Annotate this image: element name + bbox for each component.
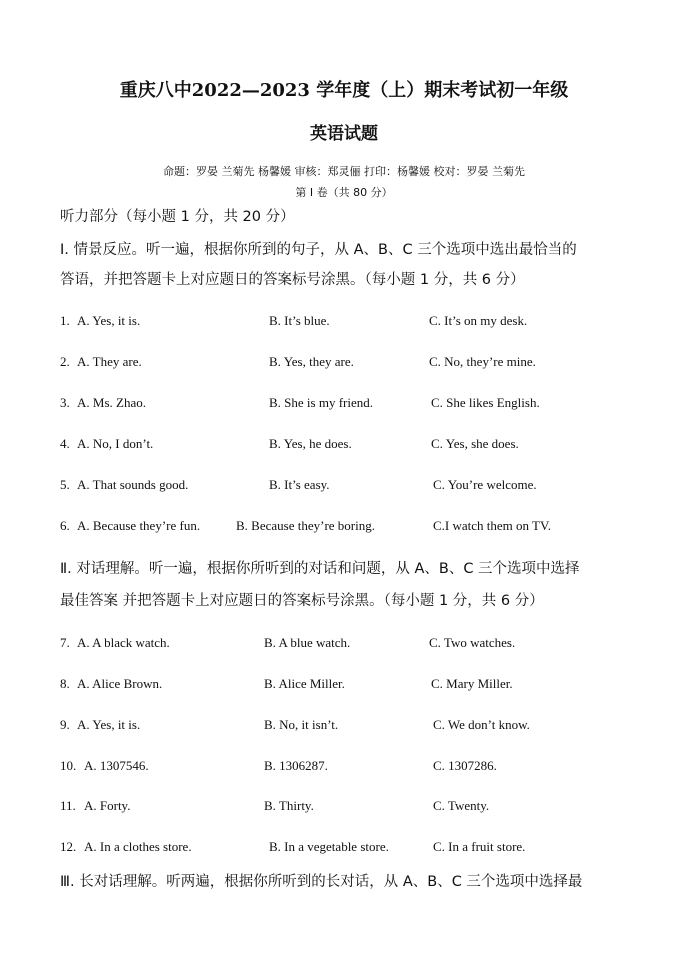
option-b: B. It’s blue. (269, 313, 330, 328)
page-subtitle: 英语试题 (310, 124, 378, 144)
option-a: A. Alice Brown. (77, 676, 163, 691)
option-a: A. In a clothes store. (84, 839, 192, 854)
option-a: A. Yes, it is. (77, 717, 141, 732)
option-c: C.I watch them on TV. (433, 518, 551, 533)
page-title: 重庆八中2022—2023 学年度（上）期末考试初一年级 (119, 80, 569, 101)
option-c: C. Yes, she does. (431, 436, 519, 451)
option-c: C. In a fruit store. (433, 839, 526, 854)
option-b: B. Because they’re boring. (236, 518, 375, 533)
option-c: C. She likes English. (431, 395, 540, 410)
option-b: B. It’s easy. (269, 477, 330, 492)
part1-instruction-line2: 答语，并把答题卡上对应题日的答案标号涂黑。（每小题 1 分，共 6 分） (60, 272, 525, 288)
option-b: B. A blue watch. (264, 635, 351, 650)
question-number: 9. (60, 717, 70, 732)
question-number: 5. (60, 477, 70, 492)
option-b: B. She is my friend. (269, 395, 373, 410)
option-a: A. Yes, it is. (77, 313, 141, 328)
question-number: 10. (60, 758, 77, 773)
option-a: A. That sounds good. (77, 477, 189, 492)
question-number: 6. (60, 518, 70, 533)
question-number: 11. (60, 798, 76, 813)
option-c: C. 1307286. (433, 758, 497, 773)
option-c: C. Two watches. (429, 635, 516, 650)
option-a: A. Because they’re fun. (77, 518, 201, 533)
option-b: B. In a vegetable store. (269, 839, 389, 854)
question-number: 8. (60, 676, 70, 691)
option-c: C. No, they’re mine. (429, 354, 536, 369)
option-b: B. Alice Miller. (264, 676, 345, 691)
credits-line: 命题：罗晏 兰菊先 杨馨媛 审核：郑灵俪 打印：杨馨媛 校对：罗晏 兰菊先 (163, 165, 525, 178)
option-a: A. No, I don’t. (77, 436, 154, 451)
question-number: 12. (60, 839, 77, 854)
question-number: 2. (60, 354, 70, 369)
option-c: C. Mary Miller. (431, 676, 513, 691)
option-c: C. It’s on my desk. (429, 313, 528, 328)
option-a: A. 1307546. (84, 758, 149, 773)
question-number: 1. (60, 313, 70, 328)
volume-label: 第 I 卷（共 80 分） (295, 186, 393, 199)
option-a: A. Forty. (84, 798, 131, 813)
option-b: B. Yes, he does. (269, 436, 352, 451)
option-c: C. You’re welcome. (433, 477, 537, 492)
option-a: A. Ms. Zhao. (77, 395, 146, 410)
option-a: A. A black watch. (77, 635, 170, 650)
question-number: 3. (60, 395, 70, 410)
listening-header: 听力部分（每小题 1 分，共 20 分） (60, 209, 295, 225)
question-number: 4. (60, 436, 70, 451)
part2-instruction-line2: 最佳答案 并把答题卡上对应题日的答案标号涂黑。（每小题 1 分，共 6 分） (60, 593, 544, 609)
option-b: B. Thirty. (264, 798, 314, 813)
option-c: C. We don’t know. (433, 717, 530, 732)
question-number: 7. (60, 635, 70, 650)
part3-instruction-line1: Ⅲ. 长对话理解。听两遍，根据你所听到的长对话，从 A、B、C 三个选项中选择最 (60, 874, 583, 890)
option-b: B. Yes, they are. (269, 354, 354, 369)
option-a: A. They are. (77, 354, 142, 369)
option-b: B. No, it isn’t. (264, 717, 339, 732)
part1-instruction-line1: I. 情景反应。听一遍，根据你所到的句子，从 A、B、C 三个选项中选出最恰当的 (60, 242, 577, 258)
part2-instruction-line1: Ⅱ. 对话理解。听一遍，根据你所听到的对话和问题，从 A、B、C 三个选项中选择 (60, 561, 580, 577)
option-c: C. Twenty. (433, 798, 490, 813)
option-b: B. 1306287. (264, 758, 328, 773)
